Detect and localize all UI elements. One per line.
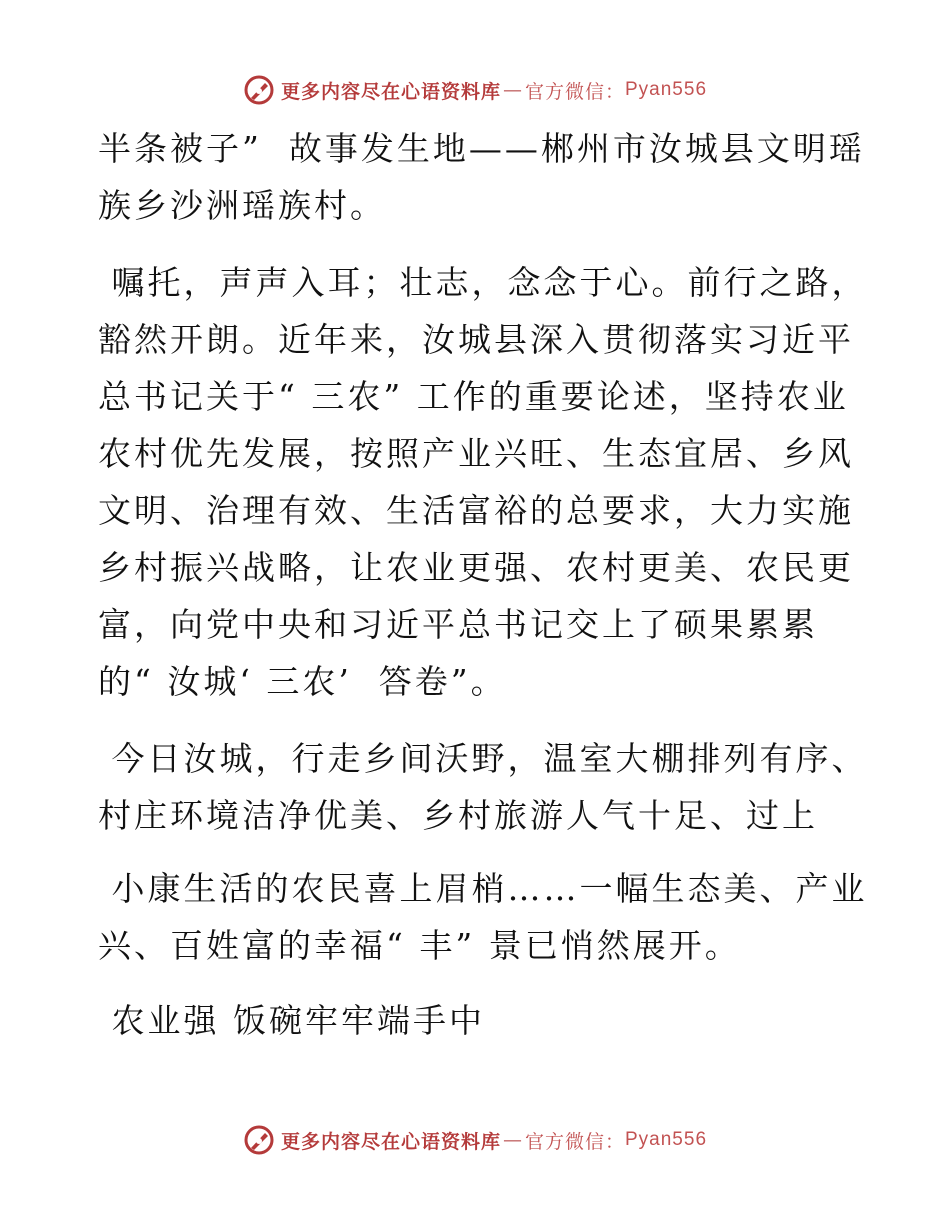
watermark-contact-label: 官方微信：: [524, 80, 625, 103]
watermark-contact-id: Pyan556: [625, 1129, 708, 1150]
document-body: [98, 120, 868, 1049]
paragraph: 半条被子” 故事发生地——郴州市汝城县文明瑶族乡沙洲瑶族村。: [98, 129, 865, 225]
watermark-contact-label: 官方微信：: [524, 1130, 625, 1153]
watermark-site-text: 更多内容尽在心语资料库: [280, 1130, 501, 1153]
section-heading: 农业强 饭碗牢牢端手中: [98, 1001, 485, 1040]
paragraph: 嘱托，声声入耳；壮志，念念于心。前行之路，豁然开朗。近年来，汝城县深入贯彻落实习近平总书记关于“ 三农” 工作的重要论述，坚持农业农村优先发展，按照产业兴旺、生态宜居、乡风文明、治理有效、生活富裕的总要求，大力实施乡村振兴战略，让农业更强、农村更美、农民更富，向党中央和习近平总书记交上了硕果累累的“ 汝城‘ 三农’ 答卷”。: [98, 263, 868, 701]
paragraph: 今日汝城，行走乡间沃野，温室大棚排列有序、村庄环境洁净优美、乡村旅游人气十足、过上: [98, 739, 868, 835]
watermark-site-text: 更多内容尽在心语资料库: [280, 80, 501, 103]
watermark-separator: —: [502, 1129, 523, 1151]
footer-watermark: [0, 1124, 950, 1156]
watermark-contact-id: Pyan556: [625, 79, 708, 100]
pen-logo-icon: [243, 74, 275, 106]
header-watermark: [0, 74, 950, 106]
paragraph: 小康生活的农民喜上眉梢……一幅生态美、产业兴、百姓富的幸福“ 丰” 景已悄然展开。: [98, 869, 868, 965]
pen-logo-icon: [243, 1124, 275, 1156]
watermark-separator: —: [502, 79, 523, 101]
